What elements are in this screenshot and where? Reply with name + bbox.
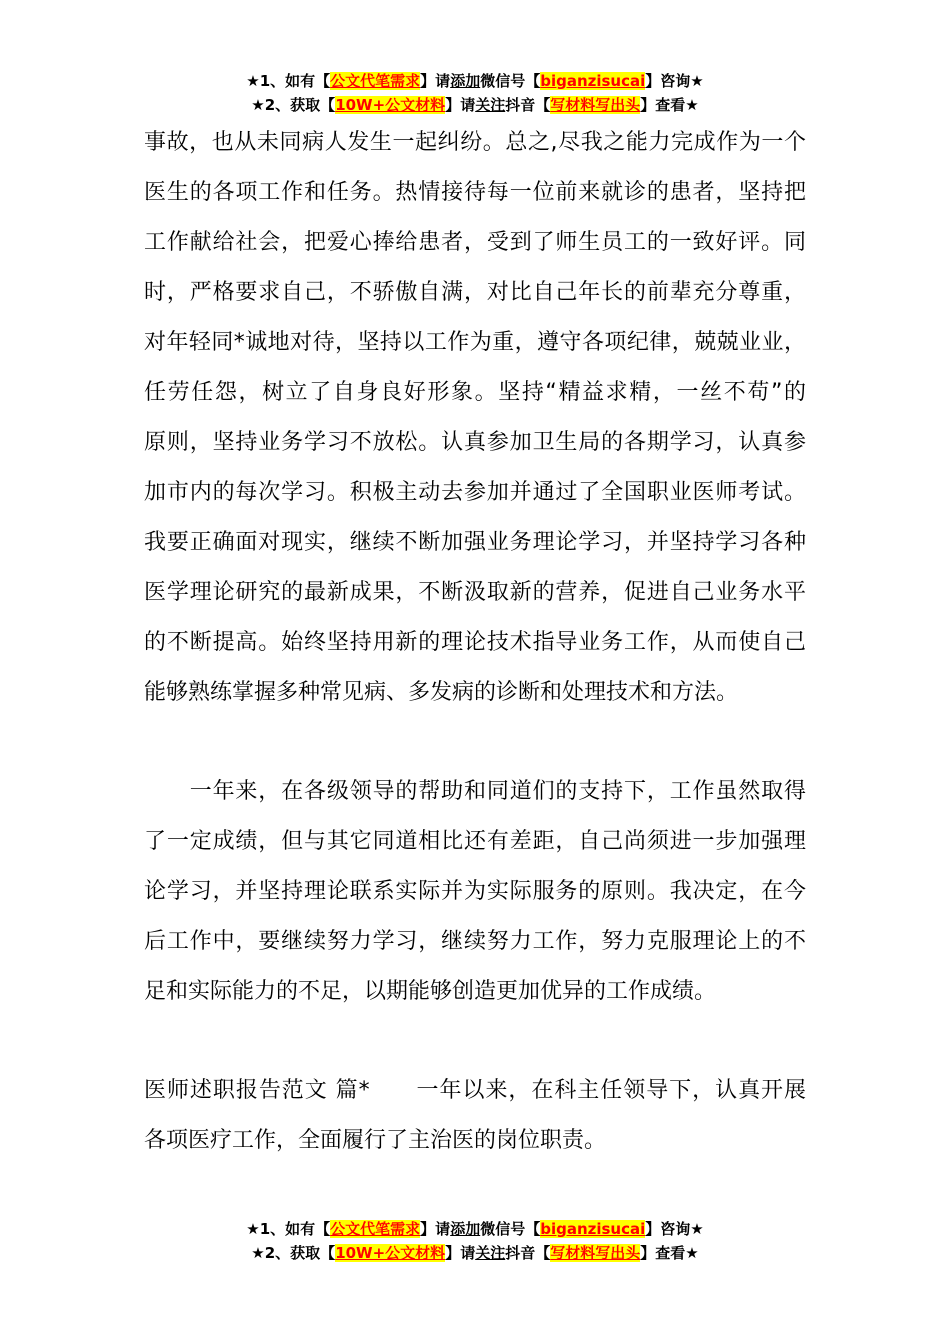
text-line: 医生的各项工作和任务。热情接待每一位前来就诊的患者，坚持把 — [144, 180, 806, 205]
text-line: 了一定成绩，但与其它同道相比还有差距，自己尚须进一步加强理 — [144, 829, 806, 854]
highlight-douyin-account: 写材料写出头 — [550, 96, 641, 114]
text-line: 医学理论研究的最新成果，不断汲取新的营养，促进自己业务水平 — [144, 580, 806, 605]
highlight-materials: 10W+公文材料 — [335, 1244, 446, 1262]
text-line: 论学习，并坚持理论联系实际并为实际服务的原则。我决定，在今 — [144, 879, 806, 904]
text-line: 足和实际能力的不足，以期能够创造更加优异的工作成绩。 — [144, 979, 717, 1004]
text-line: 加市内的每次学习。积极主动去参加并通过了全国职业医师考试。 — [144, 480, 806, 505]
highlight-douyin-account: 写材料写出头 — [550, 1244, 641, 1262]
header-line-2: ★2、获取【10W+公文材料】请关注抖音【写材料写出头】查看★ — [251, 96, 699, 114]
text-line: 任劳任怨，树立了自身良好形象。坚持“精益求精，一丝不苟”的 — [144, 380, 806, 405]
header-banner — [0, 69, 950, 117]
text-line: 对年轻同*诚地对待，坚持以工作为重，遵守各项纪律，兢兢业业， — [144, 330, 806, 355]
text-line: 的不断提高。始终坚持用新的理论技术指导业务工作，从而使自己 — [144, 630, 806, 655]
highlight-wechat-id: biganzisucai — [540, 1220, 646, 1238]
section-heading-line: 医师述职报告范文 篇* 一年以来，在科主任领导下，认真开展 — [144, 1078, 806, 1103]
text-line: 一年来，在各级领导的帮助和同道们的支持下，工作虽然取得 — [144, 779, 806, 804]
text-line: 能够熟练掌握多种常见病、多发病的诊断和处理技术和方法。 — [144, 680, 739, 705]
footer-line-2: ★2、获取【10W+公文材料】请关注抖音【写材料写出头】查看★ — [251, 1244, 699, 1262]
footer-banner — [0, 1217, 950, 1265]
highlight-service: 公文代笔需求 — [330, 72, 421, 90]
highlight-service: 公文代笔需求 — [330, 1220, 421, 1238]
highlight-wechat-id: biganzisucai — [540, 72, 646, 90]
text-line: 事故，也从未同病人发生一起纠纷。总之,尽我之能力完成作为一个 — [144, 130, 806, 155]
footer-line-1: ★1、如有【公文代笔需求】请添加微信号【biganzisucai】咨询★ — [246, 1220, 704, 1238]
text-line: 原则，坚持业务学习不放松。认真参加卫生局的各期学习，认真参 — [144, 430, 806, 455]
header-line-1: ★1、如有【公文代笔需求】请添加微信号【biganzisucai】咨询★ — [246, 72, 704, 90]
highlight-materials: 10W+公文材料 — [335, 96, 446, 114]
text-line: 各项医疗工作，全面履行了主治医的岗位职责。 — [144, 1128, 607, 1153]
text-line: 工作献给社会，把爱心捧给患者，受到了师生员工的一致好评。同 — [144, 230, 806, 255]
text-line: 后工作中，要继续努力学习，继续努力工作，努力克服理论上的不 — [144, 929, 806, 954]
text-line: 我要正确面对现实，继续不断加强业务理论学习，并坚持学习各种 — [144, 530, 806, 555]
text-line: 时，严格要求自己，不骄傲自满，对比自己年长的前辈充分尊重， — [144, 280, 806, 305]
